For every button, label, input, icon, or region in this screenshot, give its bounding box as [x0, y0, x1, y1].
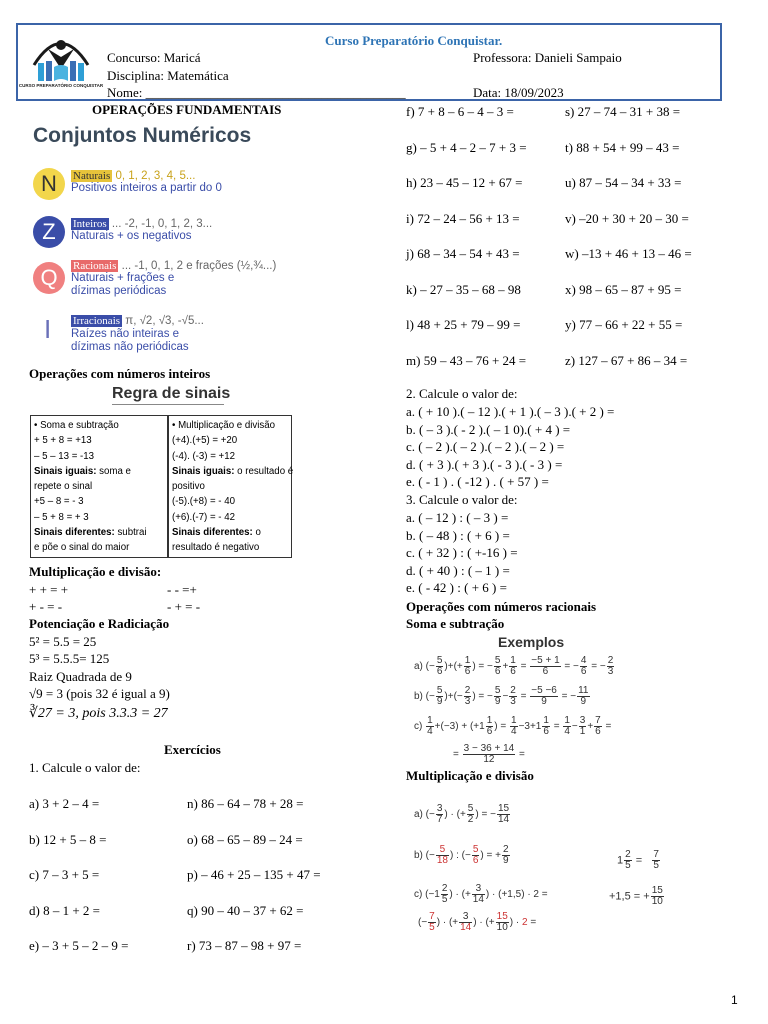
set-values: ... -1, 0, 1, 2 e frações (½,¾...) [121, 260, 277, 272]
regra-line: (-5).(+8) = - 40 [172, 496, 235, 508]
regra-line: + 5 + 8 = +13 [34, 435, 92, 447]
racionais-title: Operações com números racionais [406, 599, 597, 614]
regra-line: +5 – 8 = - 3 [34, 496, 84, 508]
example-mult-c-steps: (− $\frac{7}{5}$ ) · (+ $\frac{3}{14}$ ) · (+ $\frac{15}{10}$ ) · 2 = [418, 911, 537, 933]
exercise-item: r) 73 – 87 – 98 + 97 = [187, 938, 302, 953]
exercise-item: k) – 27 – 35 – 68 – 98 [406, 281, 521, 297]
set-desc: Naturais + frações e [71, 272, 175, 284]
exercise-item: t) 88 + 54 + 99 – 43 = [565, 139, 680, 155]
regra-line: Sinais iguais: soma e [34, 465, 131, 477]
exemplos-title: Exemplos [498, 634, 565, 650]
set-name: Naturais [73, 170, 111, 182]
question-2-item: b. ( – 3 ).( - 2 ).( – 1 0).( + 4 ) = [406, 421, 571, 437]
soma-title: Soma e subtração [406, 616, 505, 631]
course-title: Curso Preparatório Conquistar. [325, 33, 503, 48]
set-desc: Naturais + os negativos [71, 230, 192, 242]
example-a: a) (− $\frac{5}{6}$ )+(+ $\frac{1}{6}$ ) = − $\frac{5}{6}$ + $\frac{1}{6}$ = $\frac{-5 + 1}{6}$ = − $\frac{4}{6}$ = − $\frac{2}{3}$ [414, 655, 614, 677]
mult-rule: - + = - [167, 599, 201, 614]
exercise-item: h) 23 – 45 – 12 + 67 = [406, 175, 523, 190]
question-3-item: b. ( – 48 ) : ( + 6 ) = [406, 527, 510, 543]
example-c: c) $\frac{1}{4}$ +(−3) + (+1 $\frac{1}{6}$ ) = $\frac{1}{4}$ −3+1 $\frac{1}{6}$ = $\frac{1}{4}$ − $\frac{3}{1}$ + $\frac{7}{6}$ = [414, 715, 612, 737]
section-title: OPERAÇÕES FUNDAMENTAIS [92, 102, 282, 117]
exercise-item: z) 127 – 67 + 86 – 34 = [565, 352, 688, 368]
exercicios-title: Exercícios [164, 742, 221, 757]
question-2-item: e. ( - 1 ) . ( -12 ) . ( + 57 ) = [406, 474, 549, 489]
exercise-item: o) 68 – 65 – 89 – 24 = [187, 831, 303, 847]
exercise-item: u) 87 – 54 – 34 + 33 = [565, 175, 682, 190]
regra-left-list [34, 418, 147, 556]
question-2-item: d. ( + 3 ).( + 3 ).( - 3 ).( - 3 ) = [406, 456, 563, 472]
professora-label: Professora: Danieli Sampaio [473, 50, 622, 65]
exercise-item: i) 72 – 24 – 56 + 13 = [406, 210, 520, 226]
pot-line: 5³ = 5.5.5= 125 [29, 651, 110, 666]
example-b: b) (− $\frac{5}{9}$ )+(− $\frac{2}{3}$ ) = − $\frac{5}{9}$ − $\frac{2}{3}$ = $\frac{-5 -6}{9}$ = − $\frac{11}{9}$ [414, 685, 589, 707]
decimal-conversion: +1,5 = + $\frac{15}{10}$ [609, 885, 663, 907]
set-desc: Raízes não inteiras e [71, 328, 180, 340]
pot-line: Raiz Quadrada de 9 [29, 669, 132, 684]
exercise-item: a) 3 + 2 – 4 = [29, 796, 100, 811]
logo-icon [18, 27, 104, 97]
question-2-item: c. ( – 2 ).( – 2 ).( – 2 ).( – 2 ) = [406, 439, 565, 454]
exercise-item: f) 7 + 8 – 6 – 4 – 3 = [406, 104, 514, 119]
exercise-item: v) –20 + 30 + 20 – 30 = [565, 210, 689, 226]
question-2-item: a. ( + 10 ).( – 12 ).( + 1 ).( – 3 ).( + 2 ) = [406, 404, 615, 419]
inteiros-title: Operações com números inteiros [29, 366, 211, 381]
exercise-item: p) – 46 + 25 – 135 + 47 = [187, 867, 321, 882]
exercise-item: e) – 3 + 5 – 2 – 9 = [29, 938, 129, 953]
exercise-item: d) 8 – 1 + 2 = [29, 902, 100, 918]
mult-rule: - - =+ [167, 582, 197, 597]
pot-line: ∛27 = 3, pois 3.3.3 = 27 [29, 706, 168, 721]
exercise-item: y) 77 – 66 + 22 + 55 = [565, 317, 683, 332]
exercise-item: j) 68 – 34 – 54 + 43 = [406, 246, 520, 261]
racionais-icon: Q [33, 262, 65, 294]
pot-line: 5² = 5.5 = 25 [29, 634, 97, 649]
exercise-item: w) –13 + 46 + 13 – 46 = [565, 246, 692, 261]
set-desc: dízimas periódicas [71, 285, 167, 297]
set-name: Inteiros [73, 218, 107, 230]
exercise-item: g) – 5 + 4 – 2 – 7 + 3 = [406, 139, 527, 155]
question-3-item: c. ( + 32 ) : ( +-16 ) = [406, 545, 518, 560]
question-2: 2. Calcule o valor de: [406, 386, 518, 401]
exercise-item: n) 86 – 64 – 78 + 28 = [187, 796, 304, 811]
regra-line: positivo [172, 481, 205, 493]
regra-line: Sinais diferentes: subtrai [34, 527, 147, 539]
regra-line: (+6).(-7) = - 42 [172, 511, 235, 523]
example-mult-c: c) (−1 $\frac{2}{5}$ ) · (+ $\frac{3}{14}$ ) · (+1,5) · 2 = [414, 883, 548, 905]
regra-line: – 5 – 13 = -13 [34, 450, 95, 462]
mixed-number: 1 $\frac{2}{5}$ = $\frac{7}{5}$ [617, 849, 659, 871]
page-number: 1 [731, 993, 738, 1007]
mult-rule: + + = + [29, 582, 69, 597]
set-values: ... -2, -1, 0, 1, 2, 3... [111, 218, 213, 230]
disciplina-label: Disciplina: Matemática [107, 68, 229, 83]
pot-title: Potenciação e Radiciação [29, 616, 170, 631]
set-values: π, √2, √3, -√5... [125, 315, 204, 327]
mult-rule: + - = - [29, 599, 63, 614]
exercise-item: s) 27 – 74 – 31 + 38 = [565, 104, 681, 119]
pot-line: √9 = 3 (pois 32 é igual a 9) [29, 686, 170, 701]
regra-line: Sinais diferentes: o [172, 527, 261, 539]
mult-div-title: Multiplicação e divisão [406, 768, 534, 783]
example-mult-b: b) (− $\frac{5}{18}$ ) : (− $\frac{5}{6}$ ) = + $\frac{2}{9}$ [414, 844, 509, 866]
set-desc: Positivos inteiros a partir do 0 [71, 182, 222, 194]
regra-line: (+4).(+5) = +20 [172, 435, 238, 447]
regra-line: (-4). (-3) = +12 [172, 450, 235, 462]
concurso-label: Concurso: Maricá [107, 50, 201, 65]
regra-line: – 5 + 8 = + 3 [34, 511, 89, 523]
regra-line: repete o sinal [34, 481, 93, 493]
mult-title: Multiplicação e divisão: [29, 564, 162, 579]
regra-line: resultado é negativo [172, 542, 260, 554]
regra-title: Regra de sinais [112, 385, 231, 402]
nome-field[interactable]: Nome: ________________________________________ [107, 85, 406, 100]
example-mult-a: a) (− $\frac{3}{7}$ ) · (+ $\frac{5}{2}$ ) = − $\frac{15}{14}$ [414, 803, 510, 825]
regra-right-list [172, 418, 293, 556]
question-3: 3. Calcule o valor de: [406, 492, 518, 507]
logo-text: CURSO PREPARATÓRIO CONQUISTAR [18, 83, 104, 88]
question-3-item: e. ( - 42 ) : ( + 6 ) = [406, 580, 507, 595]
irracionais-icon: I [44, 314, 52, 344]
data-label: Data: 18/09/2023 [473, 85, 564, 100]
regra-line: e põe o sinal do maior [34, 542, 130, 554]
set-desc: dízimas não periódicas [71, 341, 189, 353]
example-c-result: = $\frac{3 - 36 + 14}{12}$ = [453, 743, 525, 765]
regra-line: • Multiplicação e divisão [172, 420, 276, 431]
exercise-item: b) 12 + 5 – 8 = [29, 831, 107, 847]
exercise-item: m) 59 – 43 – 76 + 24 = [406, 352, 527, 368]
set-values: 0, 1, 2, 3, 4, 5... [115, 170, 196, 182]
question-3-item: d. ( + 40 ) : ( – 1 ) = [406, 562, 510, 578]
set-name: Racionais [73, 260, 117, 272]
question-1: 1. Calcule o valor de: [29, 760, 141, 775]
regra-line: • Soma e subtração [34, 420, 119, 431]
naturais-icon: N [33, 168, 65, 200]
regra-line: Sinais iguais: o resultado é [172, 465, 294, 477]
exercise-item: q) 90 – 40 – 37 + 62 = [187, 902, 304, 918]
regra-underline [112, 404, 224, 405]
inteiros-icon: Z [33, 216, 65, 248]
exercise-item: c) 7 – 3 + 5 = [29, 867, 100, 882]
conjuntos-title: Conjuntos Numéricos [33, 124, 252, 147]
set-name: Irracionais [73, 315, 121, 327]
exercise-item: x) 98 – 65 – 87 + 95 = [565, 281, 682, 297]
question-3-item: a. ( – 12 ) : ( – 3 ) = [406, 510, 509, 525]
exercise-item: l) 48 + 25 + 79 – 99 = [406, 317, 521, 332]
